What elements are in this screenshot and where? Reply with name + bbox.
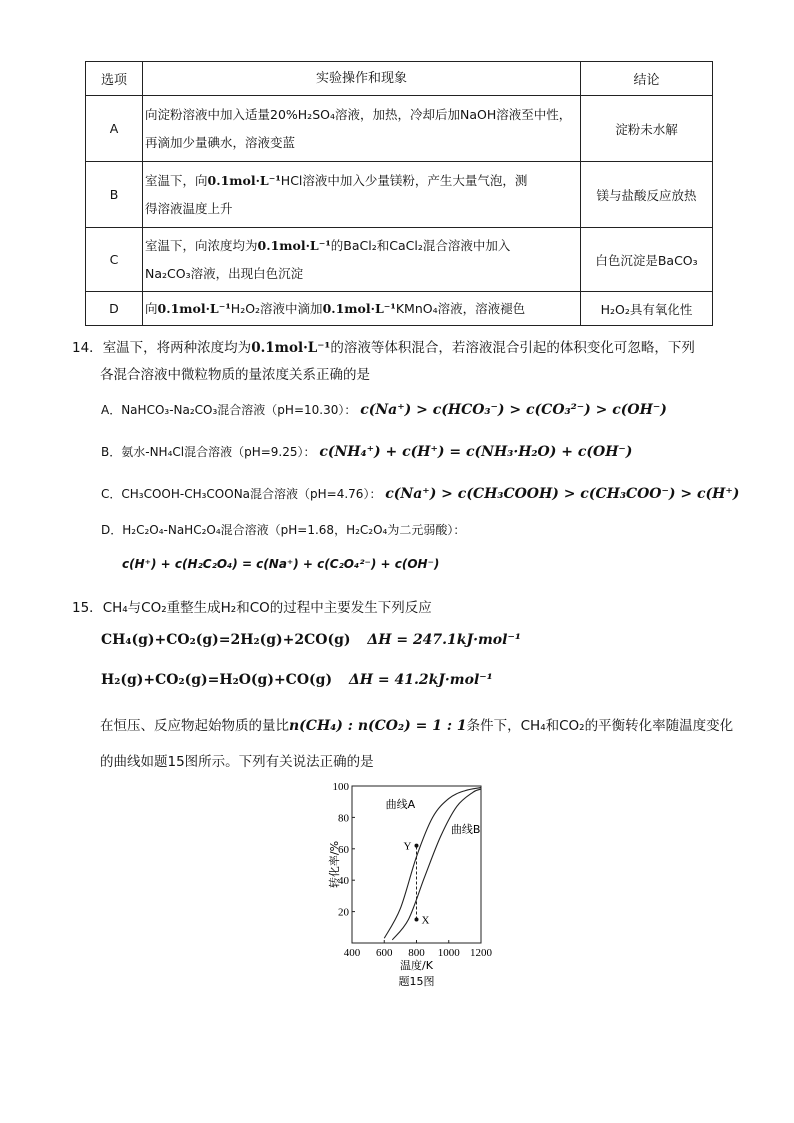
text-segment: 的BaCl₂和CaCl₂混合溶液中加入 [330, 237, 511, 253]
q15-question-line: 的曲线如题15图所示。下列有关说法正确的是 [100, 754, 374, 770]
row-operation [143, 96, 581, 162]
row-option: C [86, 228, 143, 292]
table-row [86, 228, 713, 292]
concentration: 0.1mol·L⁻¹ [257, 237, 331, 253]
y-tick-label: 100 [332, 781, 349, 793]
question-number: 15． [72, 600, 103, 616]
question-number: 14． [72, 340, 103, 356]
text-segment: 向 [145, 300, 158, 316]
point-x [415, 917, 419, 921]
text-segment: 在恒压、反应物起始物质的量比 [100, 718, 289, 734]
x-axis-label: 温度/K [400, 959, 433, 972]
enthalpy: ΔH = 247.1kJ·mol⁻¹ [367, 632, 521, 648]
chart-caption: 题15图 [398, 975, 435, 988]
x-tick-label: 1000 [437, 947, 460, 959]
option-text: D．H₂C₂O₄-NaHC₂O₄混合溶液（pH=1.68，H₂C₂O₄为二元弱酸）： [101, 523, 466, 537]
series-label-b: 曲线B [450, 823, 481, 837]
experiment-table [85, 61, 713, 326]
row-conclusion: 淀粉未水解 [581, 96, 713, 162]
x-tick-label: 1200 [470, 947, 492, 959]
y-tick-label: 20 [338, 906, 349, 919]
text-segment: 室温下，将两种浓度均为 [102, 340, 252, 356]
q14-option-a [101, 401, 667, 418]
point-label-x: X [421, 914, 430, 927]
option-equation: c(Na⁺) > c(HCO₃⁻) > c(CO₃²⁻) > c(OH⁻) [360, 402, 667, 418]
table-header-row [86, 62, 713, 96]
point-y [415, 844, 419, 848]
text-segment: 条件下，CH₄和CO₂的平衡转化率随温度变化 [466, 718, 734, 734]
q15-stem [72, 596, 432, 616]
text-segment: 的溶液等体积混合，若溶液混合引起的体积变化可忽略，下列 [330, 340, 695, 356]
table-row [86, 162, 713, 228]
option-equation: c(NH₄⁺) + c(H⁺) = c(NH₃·H₂O) + c(OH⁻) [319, 444, 633, 460]
row-operation-line [145, 232, 578, 260]
text-segment: 室温下，向 [145, 172, 208, 188]
point-label-y: Y [403, 840, 412, 853]
row-option: B [86, 162, 143, 228]
q14-stem-line2: 各混合溶液中微粒物质的量浓度关系正确的是 [100, 367, 370, 383]
q14-stem-line1 [72, 336, 695, 356]
header-conclusion: 结论 [581, 62, 713, 96]
q15-reaction-1 [101, 632, 521, 648]
reaction-equation: H₂(g)+CO₂(g)=H₂O(g)+CO(g) [101, 672, 333, 688]
q14-option-b [101, 443, 632, 460]
ratio-expression: n(CH₄) : n(CO₂) = 1 : 1 [289, 718, 467, 734]
text-segment: 室温下，向浓度均为 [145, 237, 258, 253]
x-tick-label: 400 [343, 947, 361, 959]
row-operation-line: 得溶液温度上升 [145, 200, 233, 216]
conversion-chart [330, 778, 490, 998]
header-operation: 实验操作和现象 [143, 62, 581, 96]
row-operation [143, 162, 581, 228]
text-segment: H₂O₂溶液中滴加 [230, 300, 323, 316]
row-conclusion: 白色沉淀是BaCO₃ [581, 228, 713, 292]
row-conclusion: H₂O₂具有氧化性 [581, 292, 713, 326]
q14-option-d-equation: c(H⁺) + c(H₂C₂O₄) = c(Na⁺) + c(C₂O₄²⁻) + c(OH⁻) [122, 557, 440, 571]
q14-option-d [101, 521, 465, 538]
row-operation [143, 292, 581, 326]
row-operation [143, 228, 581, 292]
row-conclusion: 镁与盐酸反应放热 [581, 162, 713, 228]
row-operation-line: 再滴加少量碘水，溶液变蓝 [145, 134, 296, 150]
x-tick-label: 600 [376, 947, 393, 959]
option-equation: c(Na⁺) > c(CH₃COOH) > c(CH₃COO⁻) > c(H⁺) [385, 486, 740, 502]
text-segment: HCl溶液中加入少量镁粉，产生大量气泡，测 [280, 172, 528, 188]
table-row [86, 96, 713, 162]
row-option: D [86, 292, 143, 326]
table-row [86, 292, 713, 326]
y-tick-label: 40 [338, 875, 349, 888]
row-operation-line: 向淀粉溶液中加入适量20%H₂SO₄溶液，加热，冷却后加NaOH溶液至中性， [145, 106, 572, 122]
y-tick-label: 80 [338, 812, 349, 825]
option-text: A．NaHCO₃-Na₂CO₃混合溶液（pH=10.30）： [101, 403, 357, 417]
row-operation-line: Na₂CO₃溶液，出现白色沉淀 [145, 265, 304, 281]
y-tick-label: 60 [338, 843, 349, 856]
concentration: 0.1mol·L⁻¹ [207, 172, 281, 188]
concentration: 0.1mol·L⁻¹ [157, 300, 231, 316]
row-option: A [86, 96, 143, 162]
concentration: 0.1mol·L⁻¹ [251, 340, 331, 356]
series-label-a: 曲线A [385, 797, 416, 811]
option-text: C．CH₃COOH-CH₃COONa混合溶液（pH=4.76）： [101, 487, 382, 501]
reaction-equation: CH₄(g)+CO₂(g)=2H₂(g)+2CO(g) [101, 632, 351, 648]
row-operation-line [145, 167, 578, 195]
q15-reaction-2 [101, 672, 493, 688]
y-axis-label: 转化率/% [328, 840, 341, 889]
header-option: 选项 [86, 62, 143, 96]
q15-condition-line [100, 714, 733, 734]
concentration: 0.1mol·L⁻¹ [322, 300, 396, 316]
enthalpy: ΔH = 41.2kJ·mol⁻¹ [348, 672, 493, 688]
x-tick-label: 800 [408, 947, 425, 959]
option-text: B．氨水-NH₄Cl混合溶液（pH=9.25）： [101, 445, 316, 459]
text-segment: CH₄与CO₂重整生成H₂和CO的过程中主要发生下列反应 [102, 600, 432, 616]
q14-option-c [101, 485, 739, 502]
text-segment: KMnO₄溶液，溶液褪色 [395, 300, 526, 316]
